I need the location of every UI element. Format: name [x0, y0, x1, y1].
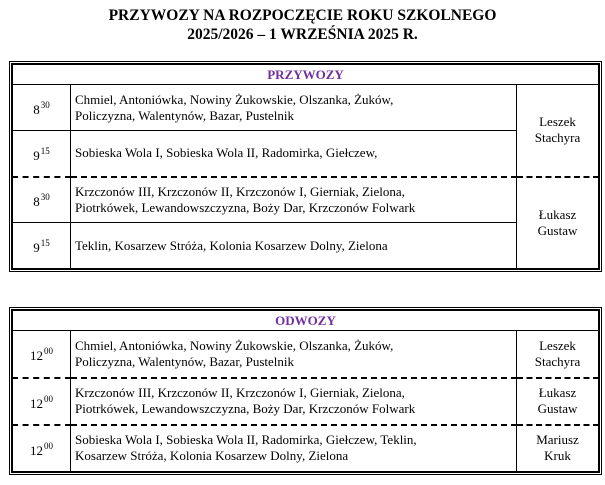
title-line-1: PRZYWOZY NA ROZPOCZĘCIE ROKU SZKOLNEGO	[108, 7, 497, 24]
stops-list: Sobieska Wola I, Sobieska Wola II, Radomirka, Giełczew,	[71, 131, 517, 177]
departure-time: $8^{30}$	[13, 85, 71, 131]
driver-name: Leszek Stachyra	[517, 85, 599, 177]
stops-list: Krzczonów III, Krzczonów II, Krzczonów I, Gierniak, Zielona, Piotrkówek, Lewandowszczyzna, Boży Dar, Krzczonów Folwark	[71, 378, 517, 425]
table-row	[13, 177, 599, 223]
table-row	[13, 223, 599, 269]
table-row	[13, 131, 599, 177]
stops-list: Chmiel, Antoniówka, Nowiny Żukowskie, Olszanka, Żuków, Policzyzna, Walentynów, Bazar, Pustelnik	[71, 331, 517, 378]
driver-name: Mariusz Kruk	[517, 425, 599, 472]
przywozy-heading: PRZYWOZY	[13, 65, 599, 85]
departure-time: $12^{00}$	[13, 425, 71, 472]
table-row	[13, 331, 599, 378]
stops-list: Teklin, Kosarzew Stróża, Kolonia Kosarzew Dolny, Zielona	[71, 223, 517, 269]
departure-time: $8^{30}$	[13, 177, 71, 223]
departure-time: $12^{00}$	[13, 331, 71, 378]
odwozy-table	[12, 310, 599, 472]
table-row	[13, 378, 599, 425]
driver-name: Leszek Stachyra	[517, 331, 599, 378]
odwozy-heading: ODWOZY	[13, 311, 599, 331]
przywozy-table	[12, 64, 599, 269]
stops-list: Chmiel, Antoniówka, Nowiny Żukowskie, Olszanka, Żuków, Policzyzna, Walentynów, Bazar, Pustelnik	[71, 85, 517, 131]
driver-name: Łukasz Gustaw	[517, 177, 599, 269]
departure-time: $9^{15}$	[13, 223, 71, 269]
stops-list: Krzczonów III, Krzczonów II, Krzczonów I, Gierniak, Zielona, Piotrkówek, Lewandowszczyzna, Boży Dar, Krzczonów Folwark	[71, 177, 517, 223]
title-line-2: 2025/2026 – 1 WRZEŚNIA 2025 R.	[187, 26, 418, 43]
departure-time: $9^{15}$	[13, 131, 71, 177]
departure-time: $12^{00}$	[13, 378, 71, 425]
stops-list: Sobieska Wola I, Sobieska Wola II, Radomirka, Giełczew, Teklin, Kosarzew Stróża, Kolonia Kosarzew Dolny, Zielona	[71, 425, 517, 472]
table-row	[13, 425, 599, 472]
table-row	[13, 85, 599, 131]
driver-name: Łukasz Gustaw	[517, 378, 599, 425]
page-title	[0, 6, 605, 44]
